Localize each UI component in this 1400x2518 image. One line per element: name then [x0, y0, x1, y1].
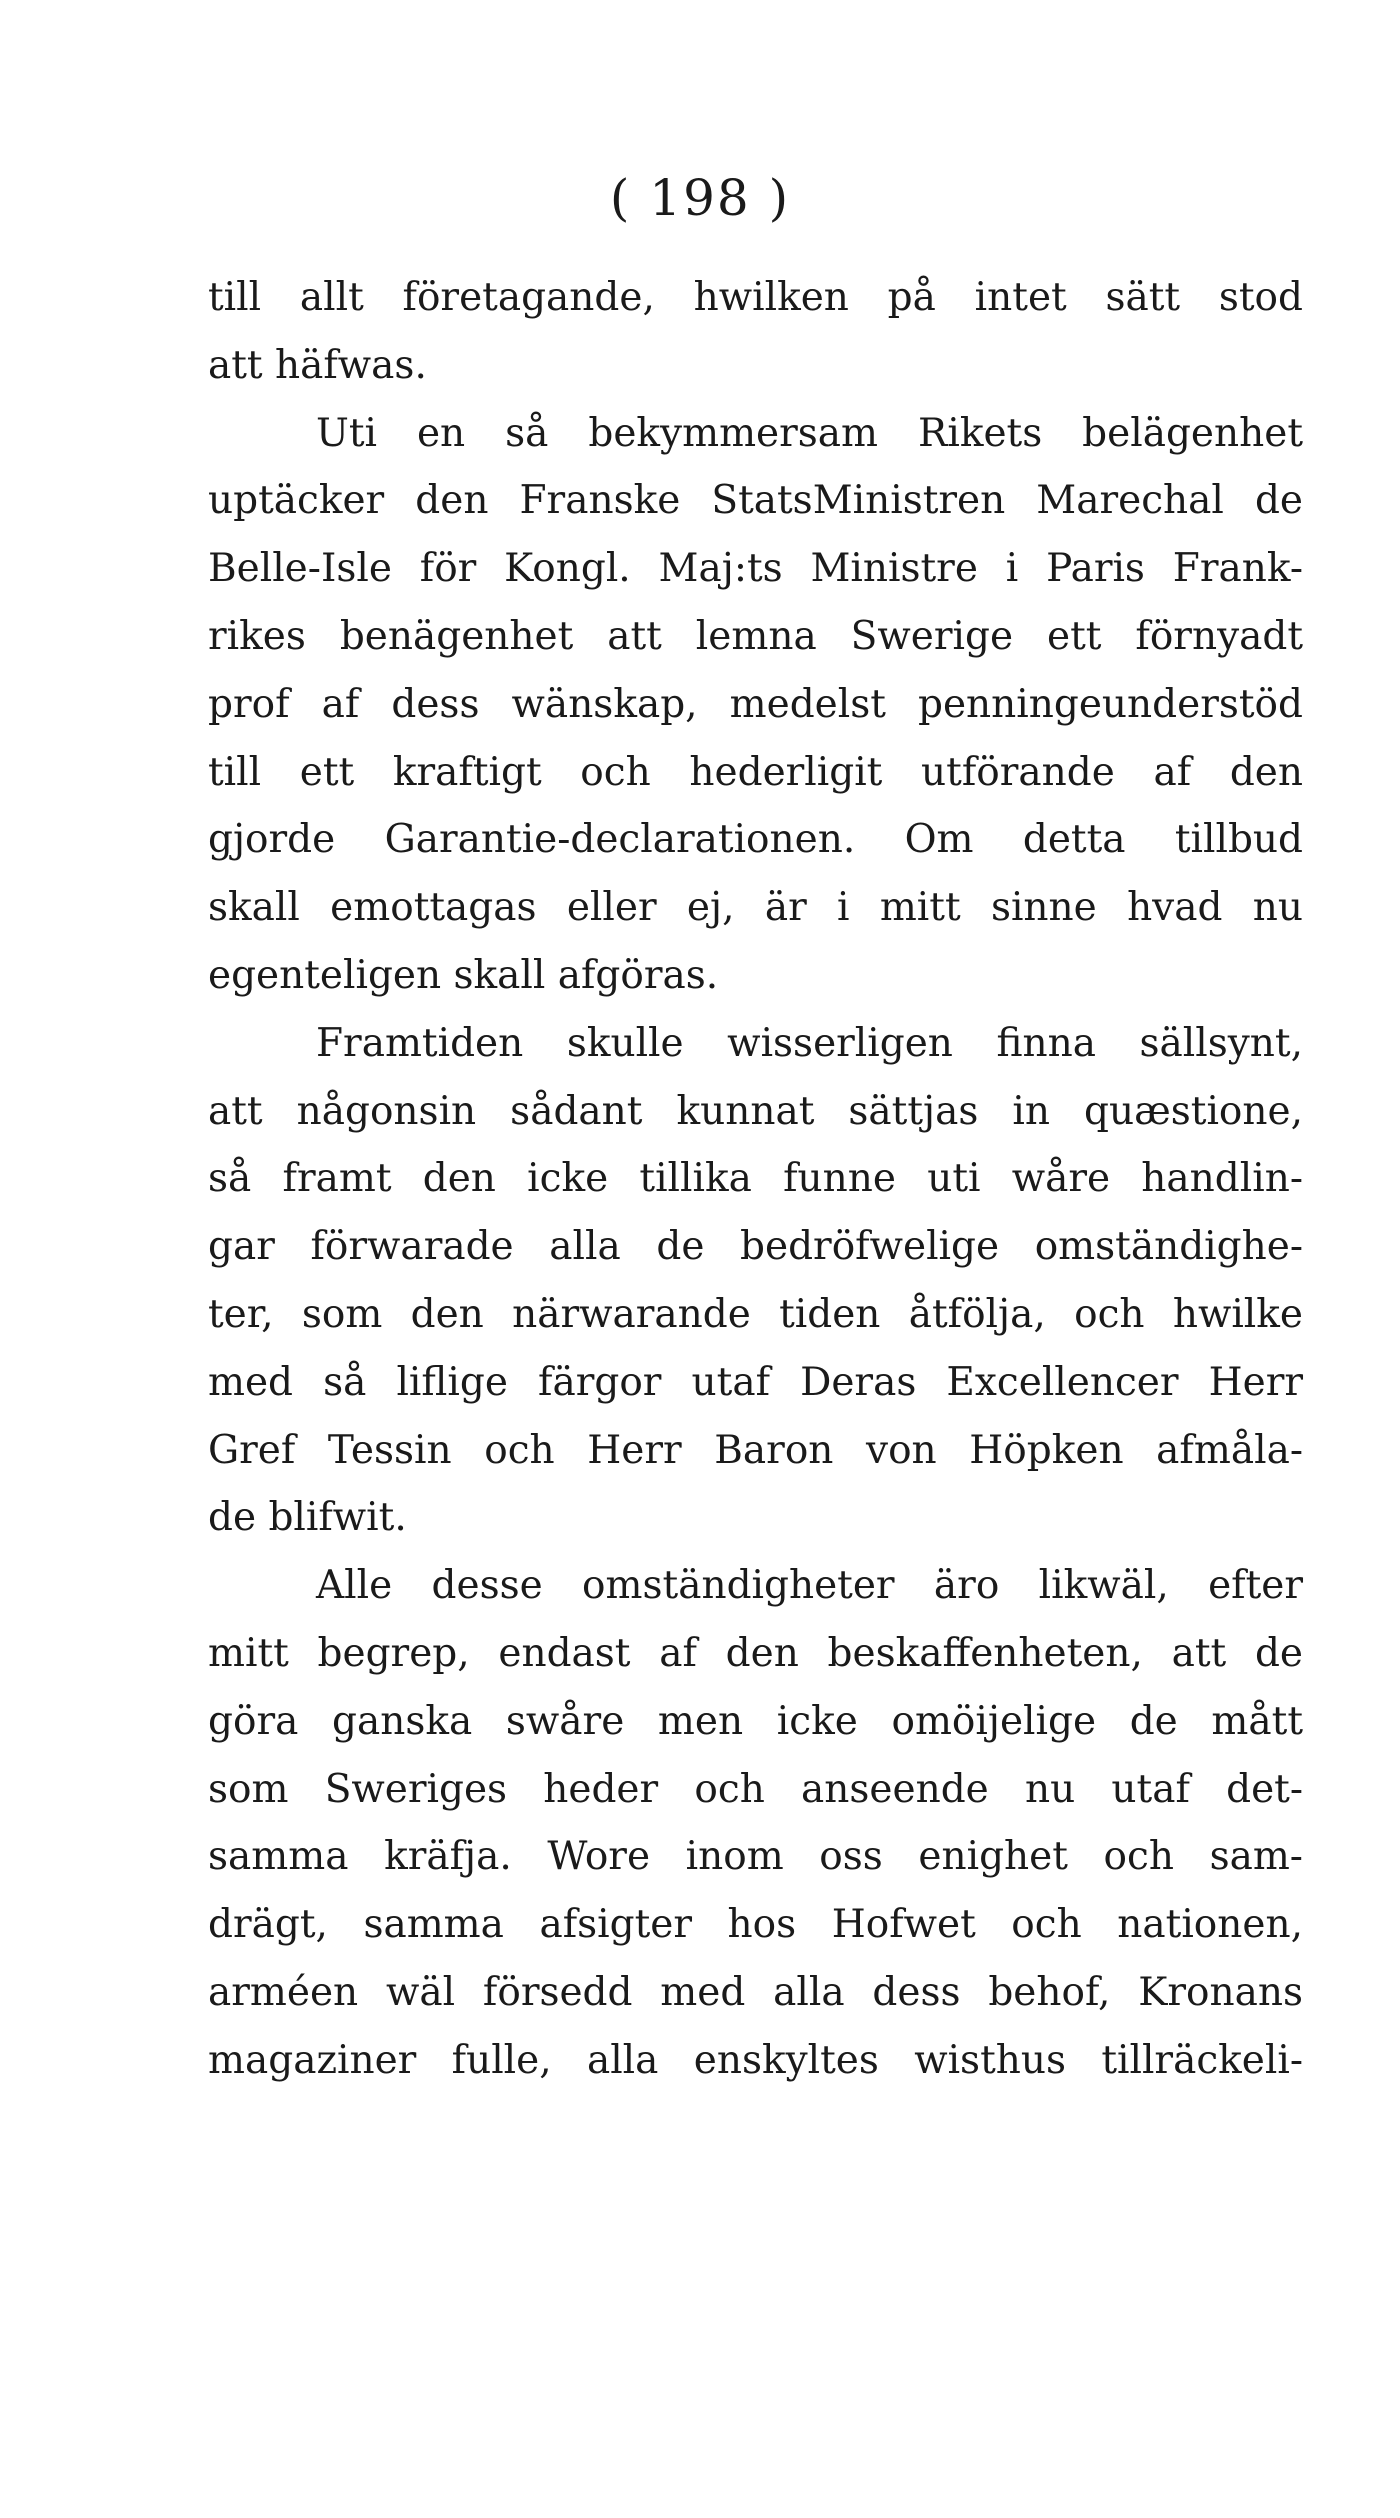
text-line: att häfwas. [208, 342, 427, 388]
text-line: magaziner fulle, alla enskyltes wisthus tillräckeli- [208, 2037, 1303, 2083]
text-line: skall emottagas eller ej, är i mitt sinne hvad nu [208, 885, 1303, 931]
text-line: prof af dess wänskap, medelst penningeunderstöd [208, 681, 1303, 727]
text-line: gar förwarade alla de bedröfwelige omständighe- [208, 1224, 1303, 1270]
text-line: arméen wäl försedd med alla dess behof, Kronans [208, 1969, 1303, 2015]
text-line: drägt, samma afsigter hos Hofwet och nationen, [208, 1902, 1303, 1948]
text-line: göra ganska swåre men icke omöijelige de mått [208, 1698, 1303, 1744]
text-line: till ett kraftigt och hederligit utförande af den [208, 749, 1303, 795]
text-line: till allt företagande, hwilken på intet sätt stod [208, 275, 1303, 320]
paragraph-start-line: Framtiden skulle wisserligen finna sällsynt, [316, 1020, 1303, 1066]
text-line: rikes benägenhet att lemna Swerige ett förnyadt [208, 613, 1303, 659]
text-line: egenteligen skall afgöras. [208, 952, 719, 998]
paragraph-start-line: Alle desse omständigheter äro likwäl, efter [316, 1563, 1303, 1609]
text-line: Gref Tessin och Herr Baron von Höpken afmåla- [208, 1427, 1303, 1473]
text-line: mitt begrep, endast af den beskaffenheten, att de [208, 1630, 1303, 1676]
page-number: ( 198 ) [609, 169, 791, 227]
text-line: gjorde Garantie-declarationen. Om detta tillbud [208, 817, 1303, 863]
text-line: de blifwit. [208, 1495, 407, 1541]
text-line: Belle-Isle för Kongl. Maj:ts Ministre i Paris Frank- [208, 546, 1303, 592]
text-line: uptäcker den Franske StatsMinistren Marechal de [208, 478, 1303, 524]
text-line: ter, som den närwarande tiden åtföljа, och hwilke [208, 1291, 1303, 1337]
text-line: så framt den icke tillika funne uti wåre handlin- [208, 1156, 1303, 1202]
text-line: som Sweriges heder och anseende nu utaf det- [208, 1766, 1303, 1812]
body-text [208, 264, 1303, 2095]
text-line: att någonsin sådant kunnat sättjas in quæstione, [208, 1088, 1303, 1134]
text-line: med så liflige färgor utaf Deras Excellencer Herr [208, 1359, 1303, 1405]
text-line: samma kräfja. Wore inom oss enighet och sam- [208, 1834, 1303, 1880]
paragraph-start-line: Uti en så bekymmersam Rikets belägenhet [316, 410, 1303, 456]
